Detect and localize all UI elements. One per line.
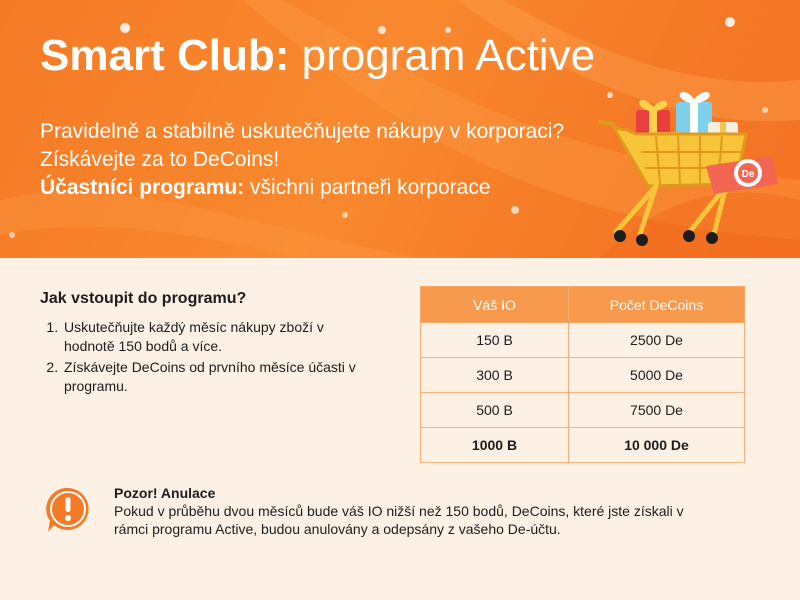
intro-line-1: Pravidelně a stabilně uskutečňujete nákupy v korporaci? (40, 120, 565, 143)
column-header-io: Váš IO (421, 287, 569, 323)
participants-label: Účastníci programu: (40, 176, 245, 199)
step-item-1: 1. Uskutečňujte každý měsíc nákupy zboží v hodnotě 150 bodů a více. (62, 318, 370, 356)
table-row (421, 323, 745, 358)
shopping-cart-illustration (596, 74, 786, 254)
table-row (421, 393, 745, 428)
title-rest-part: program Active (289, 31, 596, 80)
participants-value: všichni partneři korporace (244, 176, 491, 199)
decoins-cell: 10 000 De (569, 428, 745, 463)
warning-title: Pozor! Anulace (114, 485, 216, 501)
decoins-cell: 7500 De (569, 393, 745, 428)
intro-line-2: Získávejte za to DeCoins! (40, 148, 280, 171)
how-to-heading: Jak vstoupit do programu? (40, 290, 247, 307)
decoins-tag-label: De (741, 169, 755, 180)
annulment-warning (114, 484, 714, 538)
title-bold-part: Smart Club: (40, 31, 290, 80)
steps-list (40, 318, 370, 396)
decoins-cell: 5000 De (569, 358, 745, 393)
column-header-decoins: Počet DeCoins (569, 287, 745, 323)
cart-wheels (614, 230, 718, 246)
io-cell: 150 B (421, 323, 569, 358)
participants-line (40, 174, 620, 202)
step-item-2: 2. Získávejte DeCoins od prvního měsíce účasti v programu. (62, 358, 370, 396)
rewards-table (420, 286, 745, 463)
table-row (421, 428, 745, 463)
table-row (421, 358, 745, 393)
how-to-join-section (40, 290, 370, 398)
io-cell: 500 B (421, 393, 569, 428)
table-header-row (421, 287, 745, 323)
io-cell: 300 B (421, 358, 569, 393)
warning-text: Pokud v průběhu dvou měsíců bude váš IO nižší než 150 bodů, DeCoins, které jste získali v rámci programu Active, budou anulovány a odepsány z vašeho De-účtu. (114, 503, 684, 537)
io-cell: 1000 B (421, 428, 569, 463)
warning-icon (44, 486, 92, 534)
page-title (40, 30, 595, 82)
decoins-cell: 2500 De (569, 323, 745, 358)
intro-text (40, 118, 620, 202)
hero-banner (0, 0, 800, 258)
